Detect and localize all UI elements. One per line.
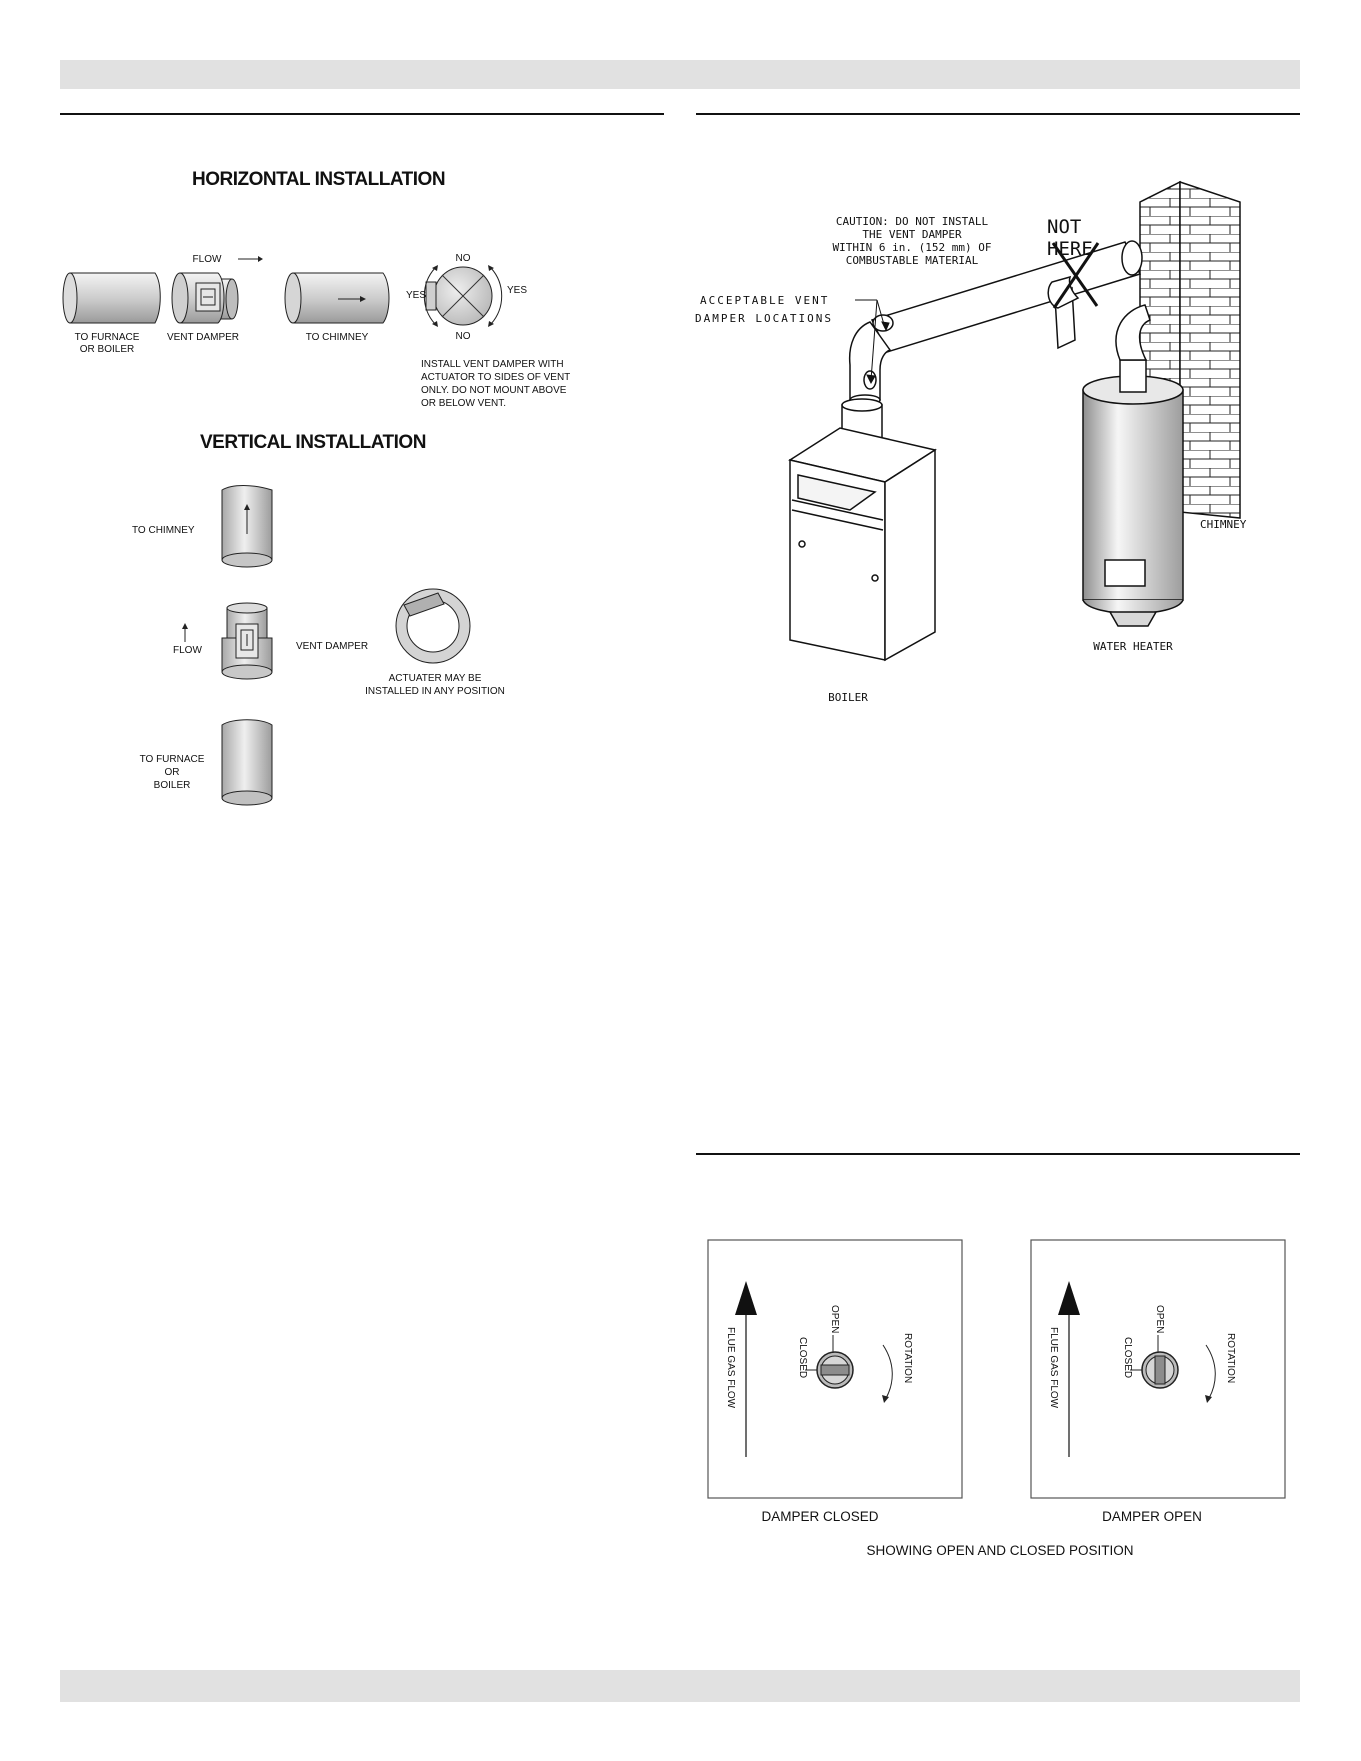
vent-damper-horizontal [172,273,238,323]
yes-left-label: YES [406,290,427,301]
furnace-pipe-horizontal [63,273,160,323]
damper-closed-caption: DAMPER CLOSED [761,1509,879,1524]
to-chimney-v-label: TO CHIMNEY [132,525,195,536]
right-bottom-section-rule [696,1153,1300,1155]
not-here-label-2: HERE [1047,238,1093,260]
actuator-note-1: ACTUATER MAY BE [388,673,482,684]
water-heater-label: WATER HEATER [1093,640,1173,653]
vent-damper-vertical [222,603,272,679]
no-bottom-label: NO [455,331,471,342]
vent-damper-h-label: VENT DAMPER [166,332,240,343]
to-furnace-v-label-1: TO FURNACE [139,754,205,765]
damper-knob-closed [817,1352,853,1388]
actuator-note-2: INSTALLED IN ANY POSITION [365,686,505,697]
actuator-orientation-disc [424,265,501,327]
no-top-label: NO [455,253,471,264]
acceptable-label-2: DAMPER LOCATIONS [695,312,833,325]
flow-v-label: FLOW [173,645,202,656]
yes-right-label: YES [507,285,528,296]
caution-line-1: CAUTION: DO NOT INSTALL [835,215,989,228]
damper-knob-open [1142,1352,1178,1388]
chimney-label: CHIMNEY [1200,518,1247,531]
installation-orientation-figure [60,150,650,830]
not-here-label-1: NOT [1047,216,1082,238]
actuator-ring [396,589,470,663]
flow-arrow-h [238,256,263,262]
damper-open-caption: DAMPER OPEN [1102,1509,1202,1524]
flue-gas-flow-label-open: FLUE GAS FLOW [1048,1327,1059,1409]
to-furnace-v-label-3: BOILER [153,780,191,791]
damper-positions-figure [700,1235,1300,1555]
rotation-label-open: ROTATION [1225,1333,1236,1384]
horizontal-note-4: OR BELOW VENT. [421,398,507,409]
closed-label-open: CLOSED [1122,1337,1133,1379]
horizontal-note-2: ACTUATOR TO SIDES OF VENT [421,372,571,383]
damper-open-panel [1031,1240,1285,1498]
damper-location-figure [680,180,1300,740]
caution-line-4: COMBUSTABLE MATERIAL [845,254,979,267]
left-section-rule [60,113,664,115]
to-chimney-h-label: TO CHIMNEY [305,332,369,343]
showing-positions-caption: SHOWING OPEN AND CLOSED POSITION [866,1543,1134,1558]
flue-gas-flow-label-closed: FLUE GAS FLOW [725,1327,736,1409]
acceptable-label-1: ACCEPTABLE VENT [700,294,830,307]
open-label-closed: OPEN [829,1305,840,1334]
boiler-label: BOILER [828,691,868,704]
damper-closed-panel [708,1240,962,1498]
vent-damper-v-label: VENT DAMPER [296,641,369,652]
furnace-pipe-vertical [222,720,272,805]
footer-bar [60,1670,1300,1702]
open-label-open: OPEN [1154,1305,1165,1334]
flow-h-label: FLOW [192,254,222,265]
caution-line-3: WITHIN 6 in. (152 mm) OF [832,241,992,254]
horizontal-note-3: ONLY. DO NOT MOUNT ABOVE [421,385,567,396]
flow-arrow-v [182,623,188,642]
boiler [790,428,935,660]
rotation-label-closed: ROTATION [902,1333,913,1384]
closed-label-closed: CLOSED [797,1337,808,1379]
horizontal-title: HORIZONTAL INSTALLATION [192,169,446,190]
vertical-title: VERTICAL INSTALLATION [200,432,426,453]
chimney-pipe-vertical [222,486,272,568]
horizontal-note-1: INSTALL VENT DAMPER WITH [421,359,564,370]
chimney-pipe-horizontal [285,273,389,323]
to-furnace-label-2: OR BOILER [79,344,135,355]
to-furnace-label-1: TO FURNACE [74,332,140,343]
caution-line-2: THE VENT DAMPER [862,228,962,241]
right-top-section-rule [696,113,1300,115]
header-bar [60,60,1300,89]
to-furnace-v-label-2: OR [164,767,180,778]
